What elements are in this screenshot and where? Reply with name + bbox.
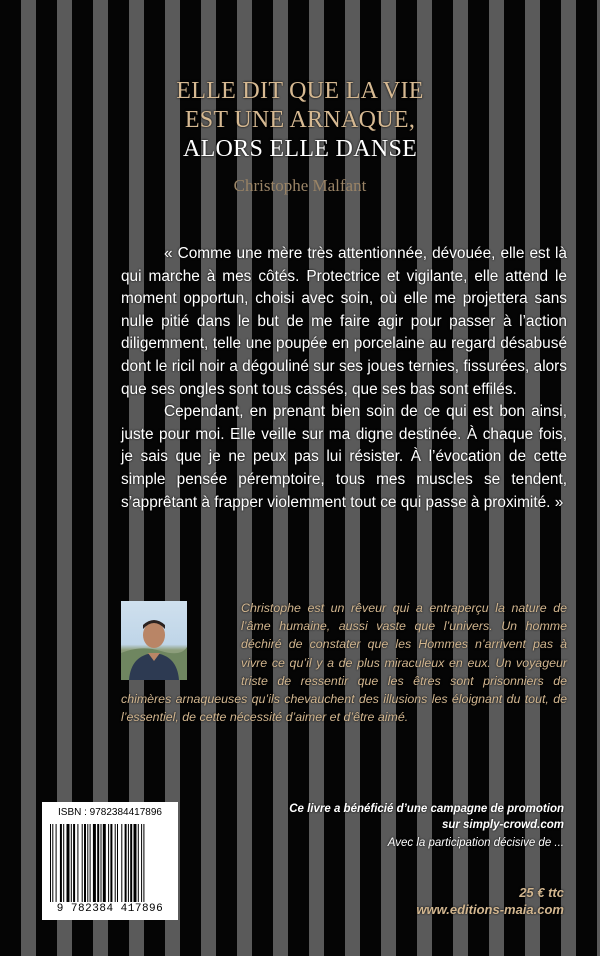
isbn-barcode [42,802,178,920]
title-line-2: EST UNE ARNAQUE, [184,107,416,133]
participation-note: Avec la participation décisive de ... [387,837,564,849]
author-name: Christophe Malfant [233,176,367,195]
promo-line: Ce livre a bénéficié d’une campagne de promotion [289,803,564,815]
title-line-1: ELLE DIT QUE LA VIE [176,78,424,104]
isbn-label: ISBN : 9782384417896 [58,807,162,818]
promo-note [264,801,564,833]
book-title [0,77,600,164]
publisher-website[interactable]: www.editions-maia.com [416,902,564,917]
quote-paragraph: « Comme une mère très attentionnée, dévouée, elle est là qui marche à mes côtés. Protectrice et vigilante, elle attend le moment opportun, choisi avec soin, où elle me projettera sans nulle pitié dans le but de me faire agir pour passer à l’action diligemment, telle une poupée en porcelaine au regard désabusé dont le ricil noir a dégouliné sur ses joues ternies, fissurées, alors que ses ongles sont tous cassés, que ses bas sont effilés. [121,245,567,398]
author-bio [121,599,567,726]
title-line-3: ALORS ELLE DANSE [182,136,418,162]
quote-paragraph: Cependant, en prenant bien soin de ce qui est bon ainsi, juste pour moi. Elle veille sur ma digne destinée. À chaque fois, je sais que je ne peux pas lui résister. À l’évocation de cette simple pensée péremptoire, tous mes muscles se tendent, s’apprêtant à frapper violemment tout ce qui passe à proximité. » [121,403,567,511]
barcode-bars [50,824,170,902]
barcode-digits: 9 782384 417896 [56,903,164,915]
bio-text: Christophe est un rêveur qui a entraperçu la nature de l’âme humaine, aussi vaste que l’univers. Un homme déchiré de constater que les Hommes n’arrivent pas à vivre ce qu’il y a de plus miraculeux en eux. Un voyageur triste de ressentir que les êtres sont prisonniers de chimères arnaqueuses qu’ils chevauchent des illusions les éloignant du tout, de l’essentiel, de cette nécessité d’aimer et d’être aimé. [121,601,567,725]
excerpt-quote [121,243,567,514]
price: 25 € ttc [519,885,564,900]
promo-line: sur simply-crowd.com [441,819,564,831]
photo-spacer [121,599,241,679]
